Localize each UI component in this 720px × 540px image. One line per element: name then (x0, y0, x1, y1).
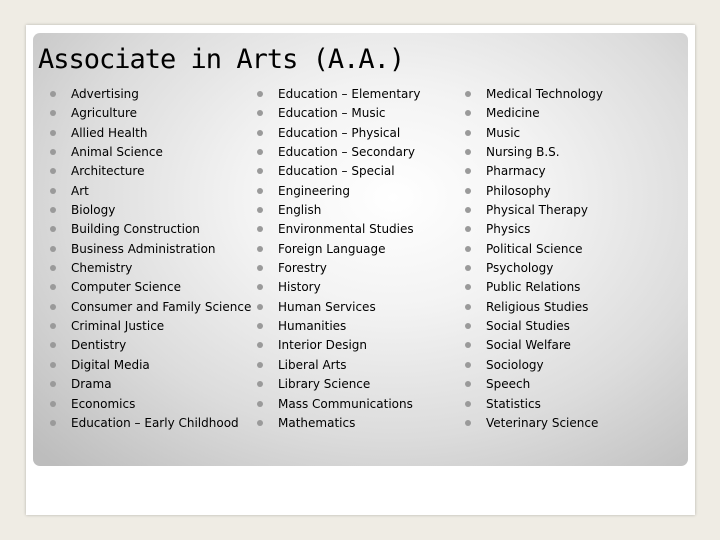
list-item-label: Religious Studies (486, 299, 589, 314)
bullet-dot-icon (465, 342, 471, 348)
list-item-label: Physical Therapy (486, 203, 588, 218)
list-item (464, 85, 603, 104)
bullet-dot-icon (257, 362, 263, 368)
bullet-dot-icon (465, 207, 471, 213)
bullet-dot-icon (50, 342, 56, 348)
list-item (256, 162, 420, 181)
bullet-dot-icon (465, 91, 471, 97)
bullet-dot-icon (465, 381, 471, 387)
bullet-dot-icon (257, 284, 263, 290)
list-item (256, 240, 420, 259)
list-item (49, 182, 251, 201)
bullet-dot-icon (465, 265, 471, 271)
list-item (464, 220, 603, 239)
bullet-dot-icon (50, 91, 56, 97)
bullet-dot-icon (257, 188, 263, 194)
bullet-dot-icon (465, 226, 471, 232)
list-item (49, 298, 251, 317)
list-item (256, 356, 420, 375)
list-item (464, 395, 603, 414)
program-list-column-1 (49, 85, 251, 433)
list-item-label: Medicine (486, 106, 540, 121)
bullet-dot-icon (465, 168, 471, 174)
bullet-dot-icon (257, 110, 263, 116)
list-item-label: Computer Science (71, 280, 181, 295)
list-item-label: Drama (71, 377, 112, 392)
list-item-label: Economics (71, 396, 136, 411)
list-item (49, 220, 251, 239)
list-item-label: Speech (486, 377, 531, 392)
list-item-label: Foreign Language (278, 241, 386, 256)
list-item (49, 375, 251, 394)
bullet-dot-icon (257, 342, 263, 348)
list-item-label: Dentistry (71, 338, 127, 353)
list-item (256, 85, 420, 104)
list-item (256, 201, 420, 220)
bullet-dot-icon (50, 265, 56, 271)
list-item (464, 356, 603, 375)
bullet-dot-icon (257, 246, 263, 252)
bullet-dot-icon (257, 323, 263, 329)
list-item (49, 356, 251, 375)
list-item (256, 375, 420, 394)
list-item (464, 240, 603, 259)
list-item-label: Music (486, 125, 521, 140)
bullet-dot-icon (50, 420, 56, 426)
bullet-dot-icon (465, 304, 471, 310)
list-item-label: Medical Technology (486, 87, 604, 101)
bullet-dot-icon (50, 130, 56, 136)
bullet-dot-icon (465, 110, 471, 116)
bullet-dot-icon (50, 188, 56, 194)
list-item-label: Education – Secondary (278, 145, 415, 160)
list-item (256, 259, 420, 278)
list-item-label: Education – Music (278, 106, 386, 121)
list-item (256, 336, 420, 355)
list-item-label: Social Studies (486, 319, 570, 334)
list-item (464, 162, 603, 181)
bullet-dot-icon (257, 304, 263, 310)
list-item (464, 278, 603, 297)
bullet-dot-icon (50, 149, 56, 155)
program-list-column-3 (464, 85, 603, 433)
bullet-dot-icon (50, 284, 56, 290)
list-item-label: Education – Physical (278, 125, 401, 140)
list-item (49, 278, 251, 297)
list-item-label: Education – Early Childhood (71, 415, 239, 430)
bullet-dot-icon (465, 323, 471, 329)
list-item-label: Public Relations (486, 280, 581, 295)
bullet-dot-icon (50, 362, 56, 368)
bullet-dot-icon (257, 130, 263, 136)
list-item (256, 104, 420, 123)
bullet-dot-icon (50, 168, 56, 174)
list-item-label: Statistics (486, 396, 541, 411)
list-item-label: Education – Special (278, 164, 395, 179)
list-item (49, 124, 251, 143)
bullet-dot-icon (465, 362, 471, 368)
list-item-label: Humanities (278, 319, 347, 334)
list-item (49, 162, 251, 181)
list-item (464, 336, 603, 355)
bullet-dot-icon (257, 265, 263, 271)
program-list-column-2 (256, 85, 420, 433)
list-item (49, 317, 251, 336)
list-item-label: Architecture (71, 164, 145, 179)
list-item (464, 317, 603, 336)
list-item (464, 259, 603, 278)
bullet-dot-icon (465, 149, 471, 155)
list-item-label: Consumer and Family Science (71, 299, 252, 314)
list-item (256, 143, 420, 162)
list-item-label: Digital Media (71, 357, 150, 372)
list-item-label: Political Science (486, 241, 583, 256)
bullet-dot-icon (50, 323, 56, 329)
bullet-dot-icon (465, 130, 471, 136)
list-item (49, 143, 251, 162)
list-item-label: Animal Science (71, 145, 163, 160)
list-item (49, 240, 251, 259)
list-item (49, 395, 251, 414)
list-item-label: Mass Communications (278, 396, 413, 411)
bullet-dot-icon (257, 420, 263, 426)
bullet-dot-icon (50, 207, 56, 213)
list-item-label: Criminal Justice (71, 319, 165, 334)
list-item-label: Physics (486, 222, 531, 237)
list-item (49, 259, 251, 278)
list-item (464, 182, 603, 201)
list-item-label: Business Administration (71, 241, 216, 256)
list-item-label: Allied Health (71, 125, 148, 140)
list-item-label: Mathematics (278, 415, 356, 430)
bullet-dot-icon (465, 420, 471, 426)
bullet-dot-icon (50, 110, 56, 116)
list-item (256, 395, 420, 414)
bullet-dot-icon (465, 188, 471, 194)
list-item-label: Pharmacy (486, 164, 546, 179)
list-item-label: English (278, 203, 322, 218)
list-item (464, 143, 603, 162)
list-item (464, 201, 603, 220)
list-item (256, 317, 420, 336)
list-item-label: Veterinary Science (486, 415, 599, 430)
bullet-dot-icon (257, 91, 263, 97)
list-item (464, 375, 603, 394)
list-item-label: Nursing B.S. (486, 145, 560, 160)
list-item-label: Advertising (71, 87, 139, 101)
bullet-dot-icon (50, 246, 56, 252)
list-item-label: Philosophy (486, 183, 551, 198)
list-item (49, 85, 251, 104)
list-item-label: Environmental Studies (278, 222, 414, 237)
list-item-label: Art (71, 183, 89, 198)
bullet-dot-icon (257, 381, 263, 387)
list-item (256, 220, 420, 239)
list-item (49, 336, 251, 355)
list-item-label: Psychology (486, 261, 554, 276)
list-item (256, 182, 420, 201)
list-item-label: Biology (71, 203, 116, 218)
list-item (49, 201, 251, 220)
list-item-label: Engineering (278, 183, 350, 198)
bullet-dot-icon (50, 381, 56, 387)
bullet-dot-icon (257, 401, 263, 407)
list-item (256, 414, 420, 433)
bullet-dot-icon (50, 304, 56, 310)
list-item (464, 104, 603, 123)
list-item-label: Education – Elementary (278, 87, 421, 101)
list-item-label: History (278, 280, 321, 295)
list-item-label: Chemistry (71, 261, 133, 276)
list-item (256, 124, 420, 143)
bullet-dot-icon (465, 246, 471, 252)
list-item-label: Interior Design (278, 338, 368, 353)
bullet-dot-icon (50, 401, 56, 407)
list-item-label: Building Construction (71, 222, 200, 237)
bullet-dot-icon (465, 401, 471, 407)
bullet-dot-icon (257, 149, 263, 155)
bullet-dot-icon (257, 168, 263, 174)
list-item (256, 278, 420, 297)
list-item (256, 298, 420, 317)
list-item (464, 298, 603, 317)
list-item-label: Human Services (278, 299, 376, 314)
bullet-dot-icon (465, 284, 471, 290)
list-item-label: Social Welfare (486, 338, 571, 353)
slide-title: Associate in Arts (A.A.) (38, 44, 405, 75)
list-item (49, 104, 251, 123)
list-item-label: Sociology (486, 357, 544, 372)
bullet-dot-icon (50, 226, 56, 232)
list-item-label: Forestry (278, 261, 327, 276)
list-item (464, 414, 603, 433)
list-item-label: Liberal Arts (278, 357, 347, 372)
bullet-dot-icon (257, 207, 263, 213)
bullet-dot-icon (257, 226, 263, 232)
list-item (464, 124, 603, 143)
list-item-label: Library Science (278, 377, 371, 392)
list-item-label: Agriculture (71, 106, 137, 121)
list-item (49, 414, 251, 433)
